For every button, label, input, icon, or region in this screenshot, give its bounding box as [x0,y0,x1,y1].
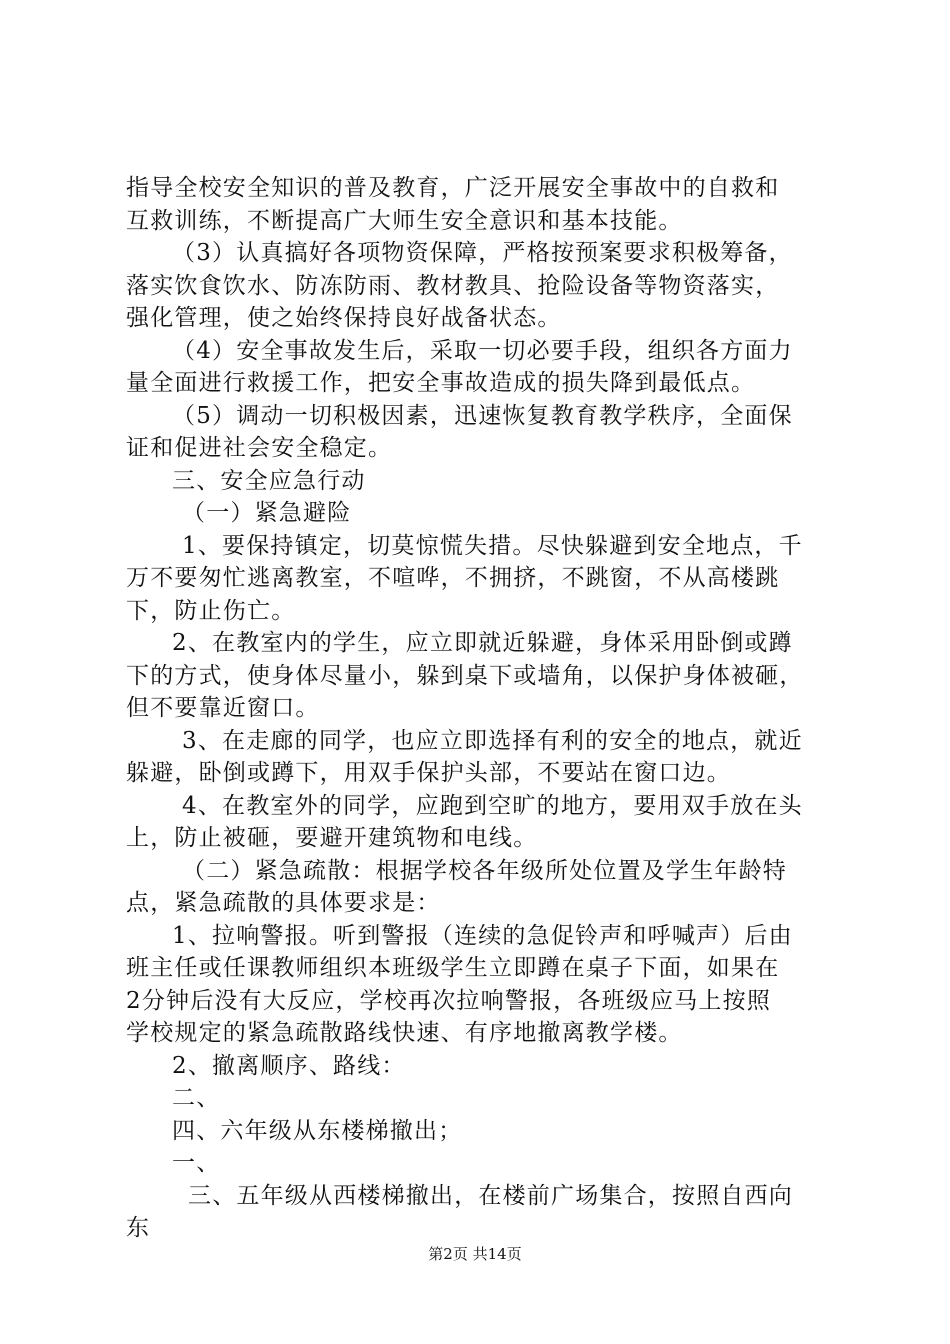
text-line: 二、 [172,1085,221,1111]
text-line: 证和促进社会安全稳定。 [126,435,393,461]
text-line: 上，防止被砸，要避开建筑物和电线。 [126,825,538,851]
text-line: 落实饮食饮水、防冻防雨、教材教具、抢险设备等物资落实， [126,272,780,299]
text-line: （4）安全事故发生后，采取一切必要手段，组织各方面力 [172,337,793,364]
text-line: 躲避，卧倒或蹲下，用双手保护头部，不要站在窗口边。 [126,760,731,786]
text-line: 但不要靠近窗口。 [126,695,320,721]
text-line: 下的方式，使身体尽量小，躲到桌下或墙角，以保护身体被砸， [126,662,804,689]
subsection-heading: （一）紧急避险 [182,500,352,526]
text-line: 四、六年级从东楼梯撤出； [172,1117,463,1144]
text-line: 量全面进行救援工作，把安全事故造成的损失降到最低点。 [126,370,756,396]
section-heading: 三、安全应急行动 [172,467,366,494]
text-line: 3、在走廊的同学，也应立即选择有利的安全的地点，就近 [182,727,803,754]
text-line: 指导全校安全知识的普及教育，广泛开展安全事故中的自救和 [126,175,780,201]
text-line: 2、撤离顺序、路线： [172,1052,406,1079]
text-line: 三、五年级从西楼梯撤出，在楼前广场集合，按照自西向 [188,1182,793,1209]
text-line: 东 [126,1215,151,1241]
text-line: 4、在教室外的同学，应跑到空旷的地方，要用双手放在头 [182,792,803,819]
text-line: 班主任或任课教师组织本班级学生立即蹲在桌子下面，如果在 [126,955,780,981]
text-line: 学校规定的紧急疏散路线快速、有序地撤离教学楼。 [126,1020,683,1046]
text-line: 强化管理，使之始终保持良好战备状态。 [126,305,562,331]
text-line: 万不要匆忙逃离教室，不喧哗，不拥挤，不跳窗，不从高楼跳 [126,565,780,591]
text-line: 一、 [172,1150,221,1176]
text-line: （5）调动一切积极因素，迅速恢复教育教学秩序，全面保 [172,402,793,429]
subsection-heading: （二）紧急疏散：根据学校各年级所处位置及学生年龄特 [182,857,787,884]
text-line: 1、拉响警报。听到警报（连续的急促铃声和呼喊声）后由 [172,922,793,949]
text-line: 2、在教室内的学生，应立即就近躲避，身体采用卧倒或蹲 [172,630,793,656]
text-line: （3）认真搞好各项物资保障，严格按预案要求积极筹备， [172,240,793,266]
page-number-footer: 第2页 共14页 [428,1245,522,1263]
text-line: 2分钟后没有大反应，学校再次拉响警报，各班级应马上按照 [126,987,772,1014]
document-body [126,172,842,1245]
text-line: 1、要保持镇定，切莫惊慌失措。尽快躲避到安全地点，千 [182,532,803,559]
text-line: 互救训练，不断提高广大师生安全意识和基本技能。 [126,207,683,234]
text-line: 点，紧急疏散的具体要求是： [126,890,441,916]
text-line: 下，防止伤亡。 [126,597,296,624]
